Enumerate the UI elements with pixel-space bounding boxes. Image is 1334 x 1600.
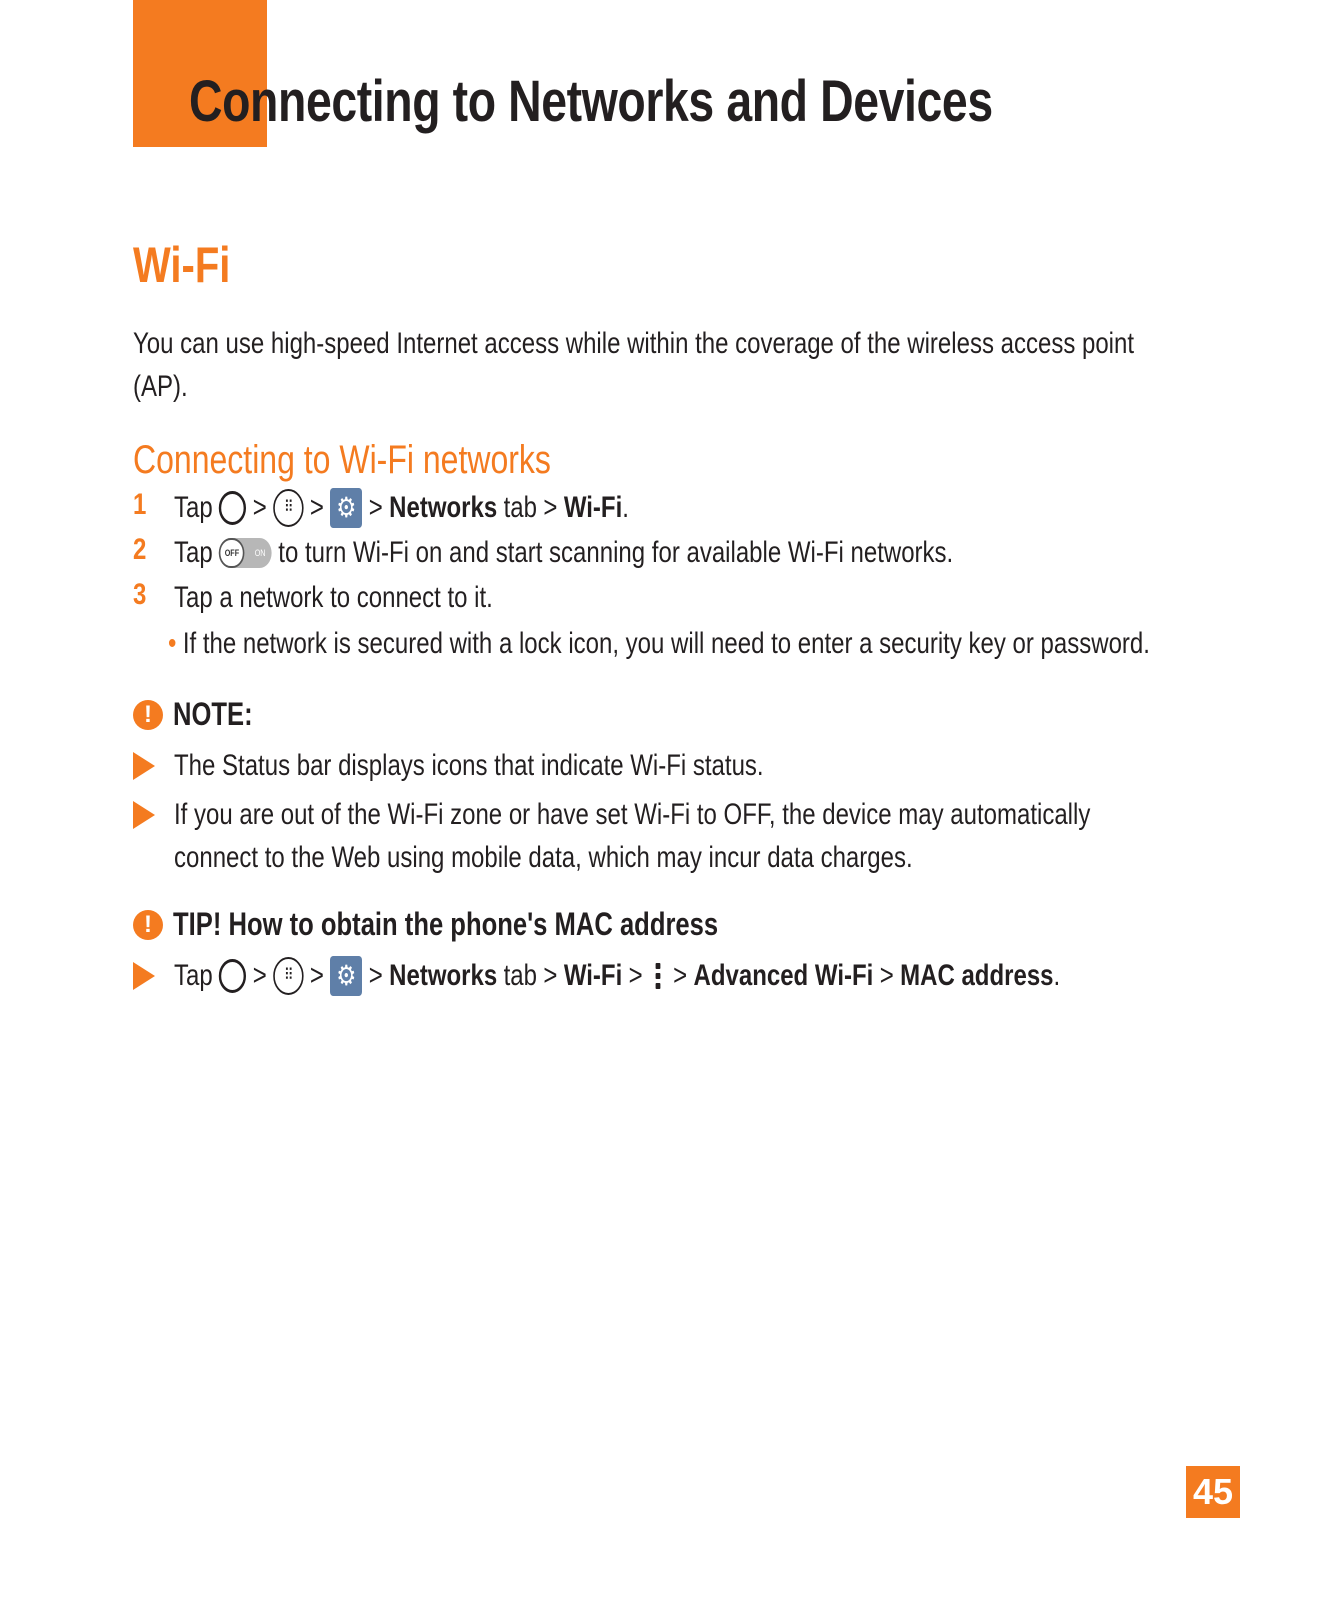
note-heading — [133, 696, 273, 733]
step-3-text: Tap a network to connect to it. — [174, 581, 493, 614]
note-item-1 — [174, 746, 911, 786]
toggle-on-label: ON — [254, 548, 266, 558]
separator: > — [368, 959, 383, 992]
intro-paragraph — [133, 322, 1334, 408]
networks-label: Networks — [389, 959, 498, 992]
note-item-1-text: The Status bar displays icons that indicate Wi-Fi status. — [174, 749, 764, 782]
bullet-text: If the network is secured with a lock icon, you will need to enter a security key or password. — [182, 627, 1150, 660]
note-item-2-cont — [174, 838, 1097, 878]
wifi-toggle-icon — [219, 538, 272, 568]
apps-icon: ⠿ — [273, 957, 303, 995]
arrow-bullet-icon — [133, 752, 155, 780]
separator: > — [252, 959, 267, 992]
note-title: NOTE: — [173, 696, 253, 732]
step-2-text: to turn Wi-Fi on and start scanning for available Wi-Fi networks. — [278, 536, 954, 569]
step-2-tap: Tap — [174, 536, 213, 569]
separator: > — [879, 959, 894, 992]
separator: > — [252, 491, 267, 524]
separator: > — [543, 491, 558, 524]
home-circle-icon — [219, 959, 246, 993]
tip-tap: Tap — [174, 959, 213, 992]
wifi-label: Wi-Fi — [563, 491, 623, 524]
arrow-bullet-icon — [133, 962, 155, 990]
step-number-3: 3 — [133, 578, 147, 611]
toggle-off-label: OFF — [219, 538, 245, 568]
note-item-2-text-line1: If you are out of the Wi-Fi zone or have set Wi-Fi to OFF, the device may automatically — [174, 798, 1091, 831]
step-number-1: 1 — [133, 488, 147, 521]
separator: > — [628, 959, 643, 992]
step-3 — [174, 578, 573, 618]
step-1 — [174, 488, 743, 528]
more-options-icon — [649, 956, 667, 996]
separator: > — [673, 959, 688, 992]
period: . — [1053, 959, 1061, 992]
bullet-dot: • — [168, 627, 177, 660]
alert-icon: ! — [133, 700, 163, 730]
intro-line-2: (AP). — [133, 370, 188, 403]
intro-line-1: You can use high-speed Internet access while within the coverage of the wireless access point — [133, 327, 1135, 360]
period: . — [622, 491, 629, 524]
tip-title: TIP! How to obtain the phone's MAC address — [173, 906, 719, 942]
tab-label: tab — [503, 959, 537, 992]
arrow-bullet-icon — [133, 801, 155, 829]
tip-heading — [133, 906, 854, 943]
page-number: 45 — [1186, 1466, 1240, 1518]
apps-icon: ⠿ — [273, 489, 303, 527]
separator: > — [309, 959, 324, 992]
separator: > — [368, 491, 383, 524]
settings-gear-icon: ⚙ — [330, 488, 362, 528]
separator: > — [309, 491, 324, 524]
subsection-title: Connecting to Wi-Fi networks — [133, 438, 551, 482]
separator: > — [543, 959, 558, 992]
tip-step — [174, 956, 1282, 996]
home-circle-icon — [219, 491, 246, 525]
note-item-2 — [174, 795, 1319, 835]
mac-address-label: MAC address — [900, 959, 1054, 992]
step-number-2: 2 — [133, 533, 147, 566]
section-title: Wi-Fi — [133, 237, 231, 293]
tab-label: tab — [503, 491, 537, 524]
chapter-title: Connecting to Networks and Devices — [189, 69, 993, 134]
settings-gear-icon: ⚙ — [330, 956, 362, 996]
advanced-wifi-label: Advanced Wi-Fi — [693, 959, 874, 992]
note-item-2-text-line2: connect to the Web using mobile data, which may incur data charges. — [174, 841, 913, 874]
step-3-bullet — [168, 624, 1334, 664]
networks-label: Networks — [389, 491, 498, 524]
step-1-tap: Tap — [174, 491, 213, 524]
alert-icon: ! — [133, 910, 163, 940]
step-2 — [174, 533, 1148, 573]
wifi-label: Wi-Fi — [563, 959, 623, 992]
